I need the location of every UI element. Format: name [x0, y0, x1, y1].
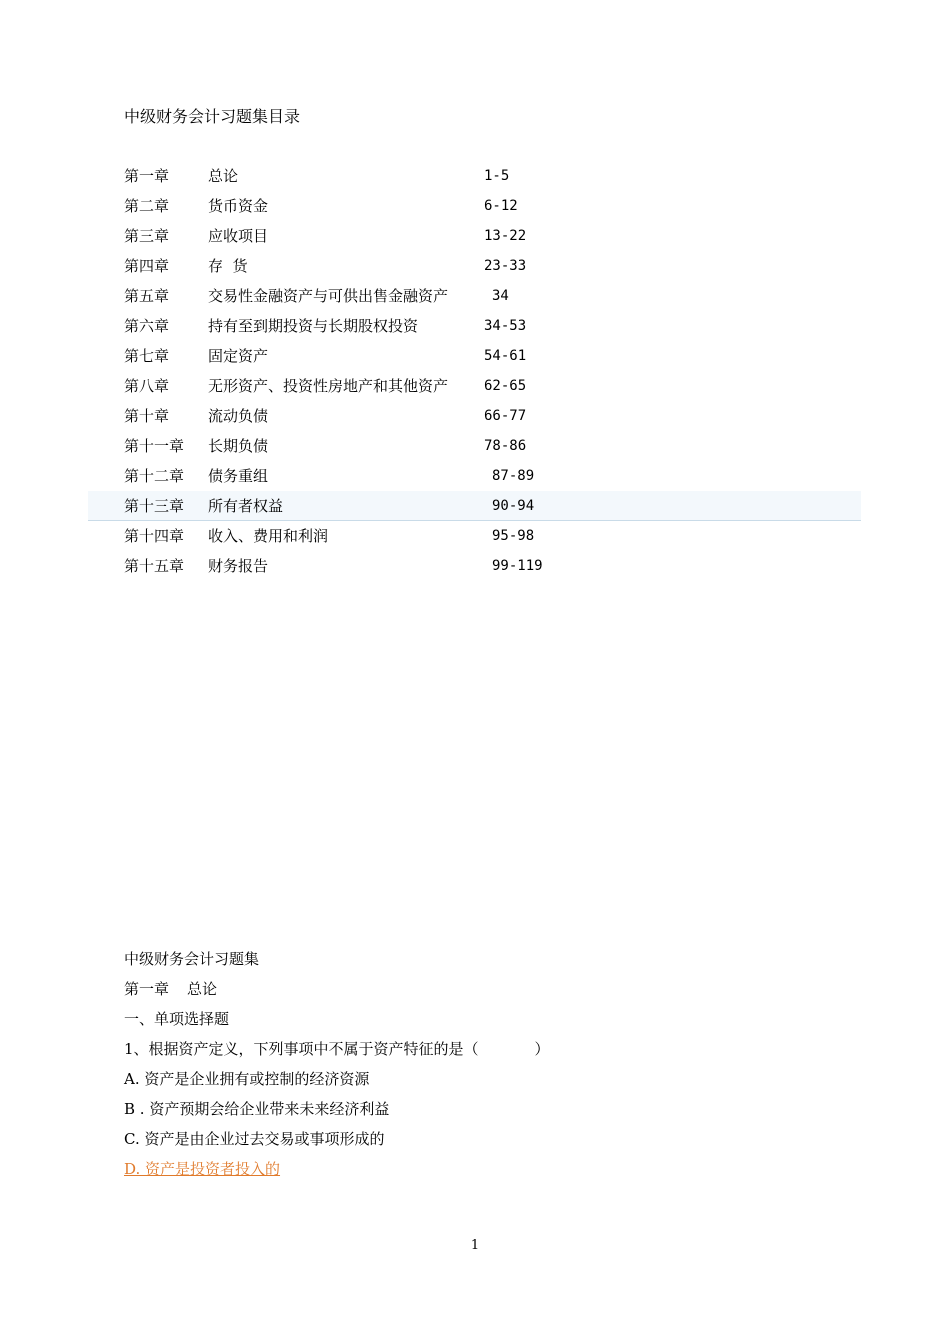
toc-page-range: 90-94	[492, 498, 535, 514]
toc-chapter: 第十一章	[124, 437, 185, 455]
option-c: C. 资产是由企业过去交易或事项形成的	[124, 1130, 385, 1148]
toc-chapter: 第十二章	[124, 467, 185, 485]
toc-chapter: 第一章	[124, 167, 170, 185]
toc-page-range: 13-22	[484, 228, 527, 244]
row-highlight	[88, 491, 861, 521]
toc-chapter-title: 交易性金融资产与可供出售金融资产	[208, 287, 449, 305]
toc-page-range: 62-65	[484, 378, 527, 394]
toc-page-range: 34	[492, 288, 509, 304]
toc-chapter: 第七章	[124, 347, 170, 365]
exercise-section	[124, 944, 844, 1184]
toc-page-range: 23-33	[484, 258, 527, 274]
toc-title: 中级财务会计习题集目录	[124, 107, 301, 126]
toc-row	[0, 341, 950, 371]
toc-page-range: 95-98	[492, 528, 535, 544]
table-of-contents	[0, 161, 950, 581]
chapter-number: 第一章	[124, 980, 170, 998]
toc-chapter: 第三章	[124, 227, 170, 245]
option-b: B . 资产预期会给企业带来未来经济利益	[124, 1100, 390, 1118]
toc-page-range: 6-12	[484, 198, 518, 214]
toc-page-range: 78-86	[484, 438, 527, 454]
toc-row	[0, 491, 950, 521]
toc-row	[0, 251, 950, 281]
toc-chapter-title: 收入、费用和利润	[208, 527, 329, 545]
toc-row	[0, 221, 950, 251]
toc-chapter-title: 存 货	[208, 257, 248, 275]
toc-row	[0, 161, 950, 191]
toc-chapter: 第四章	[124, 257, 170, 275]
toc-chapter-title: 债务重组	[208, 467, 269, 485]
toc-page-range: 87-89	[492, 468, 535, 484]
question-text-end: ）	[534, 1040, 550, 1058]
toc-chapter-title: 财务报告	[208, 557, 269, 575]
toc-chapter: 第十五章	[124, 557, 185, 575]
toc-page-range: 54-61	[484, 348, 527, 364]
book-title: 中级财务会计习题集	[124, 950, 260, 968]
toc-page-range: 34-53	[484, 318, 527, 334]
toc-row	[0, 401, 950, 431]
toc-chapter-title: 长期负债	[208, 437, 269, 455]
toc-row	[0, 551, 950, 581]
toc-row	[0, 371, 950, 401]
toc-row	[0, 431, 950, 461]
toc-chapter-title: 应收项目	[208, 227, 269, 245]
toc-chapter-title: 总论	[208, 167, 239, 185]
toc-row	[0, 281, 950, 311]
toc-chapter-title: 无形资产、投资性房地产和其他资产	[208, 377, 449, 395]
toc-page-range: 66-77	[484, 408, 527, 424]
toc-chapter: 第十三章	[124, 497, 185, 515]
toc-chapter-title: 固定资产	[208, 347, 269, 365]
toc-chapter-title: 所有者权益	[208, 497, 284, 515]
toc-chapter: 第五章	[124, 287, 170, 305]
toc-chapter: 第十章	[124, 407, 170, 425]
toc-row	[0, 311, 950, 341]
toc-row	[0, 521, 950, 551]
toc-chapter-title: 持有至到期投资与长期股权投资	[208, 317, 419, 335]
toc-chapter: 第六章	[124, 317, 170, 335]
option-a: A. 资产是企业拥有或控制的经济资源	[124, 1070, 370, 1088]
chapter-heading	[124, 974, 844, 1004]
option-d-answer[interactable]: D. 资产是投资者投入的	[124, 1160, 281, 1178]
toc-row	[0, 461, 950, 491]
toc-row	[0, 191, 950, 221]
question-stem	[124, 1034, 844, 1064]
question-text: 1、根据资产定义，下列事项中不属于资产特征的是（	[124, 1040, 479, 1058]
toc-page-range: 1-5	[484, 168, 510, 184]
chapter-title: 总论	[187, 980, 218, 998]
section-heading: 一、单项选择题	[124, 1010, 230, 1028]
toc-chapter-title: 流动负债	[208, 407, 269, 425]
toc-chapter: 第十四章	[124, 527, 185, 545]
page-number: 1	[470, 1238, 480, 1253]
toc-chapter-title: 货币资金	[208, 197, 269, 215]
toc-chapter: 第二章	[124, 197, 170, 215]
toc-chapter: 第八章	[124, 377, 170, 395]
toc-page-range: 99-119	[492, 558, 543, 574]
